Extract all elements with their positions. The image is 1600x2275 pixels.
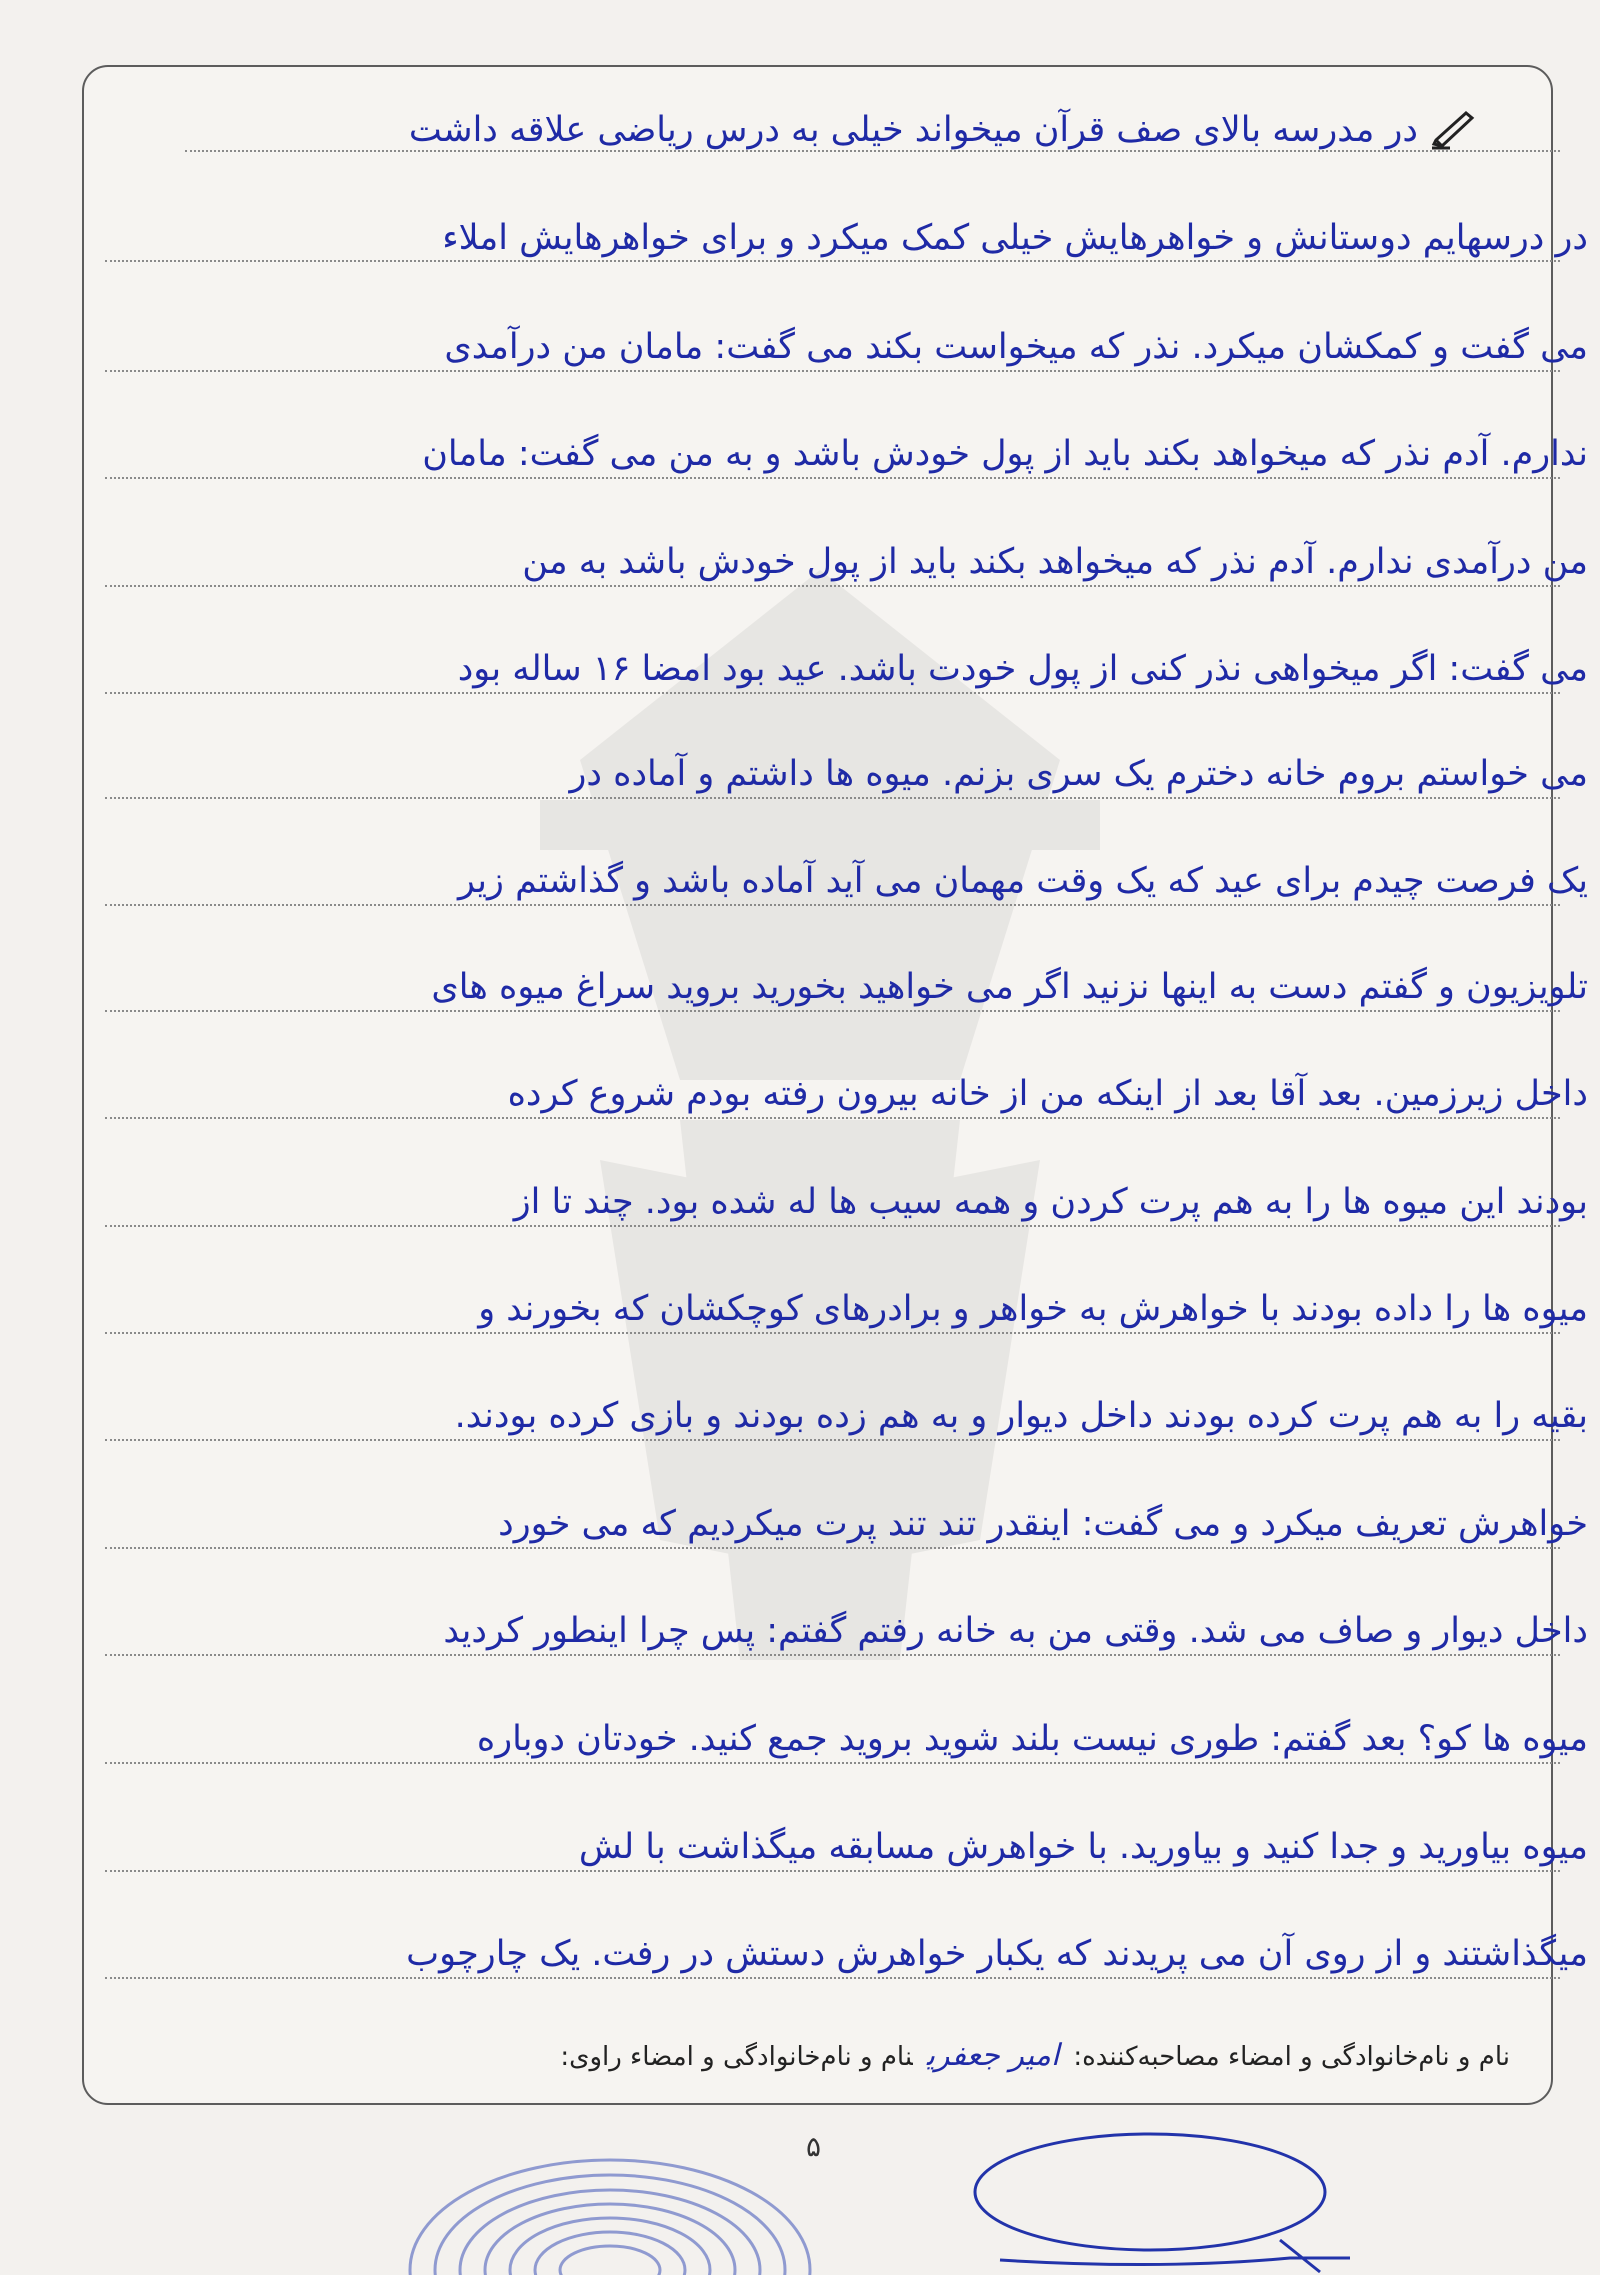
handwritten-line: تلویزیون و گفتم دست به اینها نزنید اگر می خواهید بخورید بروید سراغ میوه های xyxy=(431,967,1588,1007)
handwritten-line: داخل دیوار و صاف می شد. وقتی من به خانه رفتم گفتم: پس چرا اینطور کردید xyxy=(443,1611,1588,1651)
handwritten-line: بودند این میوه ها را به هم پرت کردن و همه سیب ها له شده بود. چند تا از xyxy=(513,1182,1588,1222)
handwritten-line: بقیه را به هم پرت کرده بودند داخل دیوار و به هم زده بودند و بازی کرده بودند. xyxy=(454,1396,1588,1436)
handwritten-line: میوه بیاورید و جدا کنید و بیاورید. با خواهرش مسابقه میگذاشت با لش xyxy=(578,1827,1588,1867)
handwritten-line: می خواستم بروم خانه دخترم یک سری بزنم. میوه ها داشتم و آماده در xyxy=(569,754,1588,794)
handwritten-line: ندارم. آدم نذر که میخواهد بکند باید از پول خودش باشد و به من می گفت: مامان xyxy=(422,434,1588,474)
handwritten-line: یک فرصت چیدم برای عید که یک وقت مهمان می آید آماده باشد و گذاشتم زیر xyxy=(458,861,1588,901)
signature-labels xyxy=(330,2038,1510,2073)
handwritten-line: میوه ها کو؟ بعد گفتم: طوری نیست بلند شوید بروید جمع کنید. خودتان دوباره xyxy=(476,1719,1588,1759)
handwritten-line: در درسهایم دوستانش و خواهرهایش خیلی کمک میکرد و برای خواهرهایش املاء xyxy=(442,218,1588,258)
handwritten-line: می گفت: اگر میخواهی نذر کنی از پول خودت باشد. عید بود امضا ۱۶ ساله بود xyxy=(457,649,1588,689)
signature-mark xyxy=(960,2120,1380,2275)
fingerprint-stamp xyxy=(400,2150,820,2275)
interviewer-name: امیر جعفری xyxy=(926,2038,1060,2073)
narrator-label: نام و نام‌خانوادگی و امضاء راوی: xyxy=(560,2042,913,2072)
handwritten-line: در مدرسه بالای صف قرآن میخواند خیلی به درس ریاضی علاقه داشت xyxy=(408,110,1418,150)
handwritten-line: خواهرش تعریف میکرد و می گفت: اینقدر تند تند پرت میکردیم که می خورد xyxy=(498,1504,1588,1544)
handwritten-line: میوه ها را داده بودند با خواهرش به خواهر و برادرهای کوچکشان که بخورند و xyxy=(478,1289,1588,1329)
handwritten-line: داخل زیرزمین. بعد آقا بعد از اینکه من از خانه بیرون رفته بودم شروع کرده xyxy=(507,1074,1588,1114)
handwritten-line: می گفت و کمکشان میکرد. نذر که میخواست بکند می گفت: مامان من درآمدی xyxy=(444,327,1588,367)
handwritten-line: من درآمدی ندارم. آدم نذر که میخواهد بکند باید از پول خودش باشد به من xyxy=(522,542,1588,582)
handwritten-line: میگذاشتند و از روی آن می پریدند که یکبار خواهرش دستش در رفت. یک چارچوب xyxy=(406,1934,1588,1974)
interviewer-label: نام و نام‌خانوادگی و امضاء مصاحبه‌کننده: xyxy=(1073,2042,1510,2072)
page-number: ۵ xyxy=(806,2130,822,2163)
